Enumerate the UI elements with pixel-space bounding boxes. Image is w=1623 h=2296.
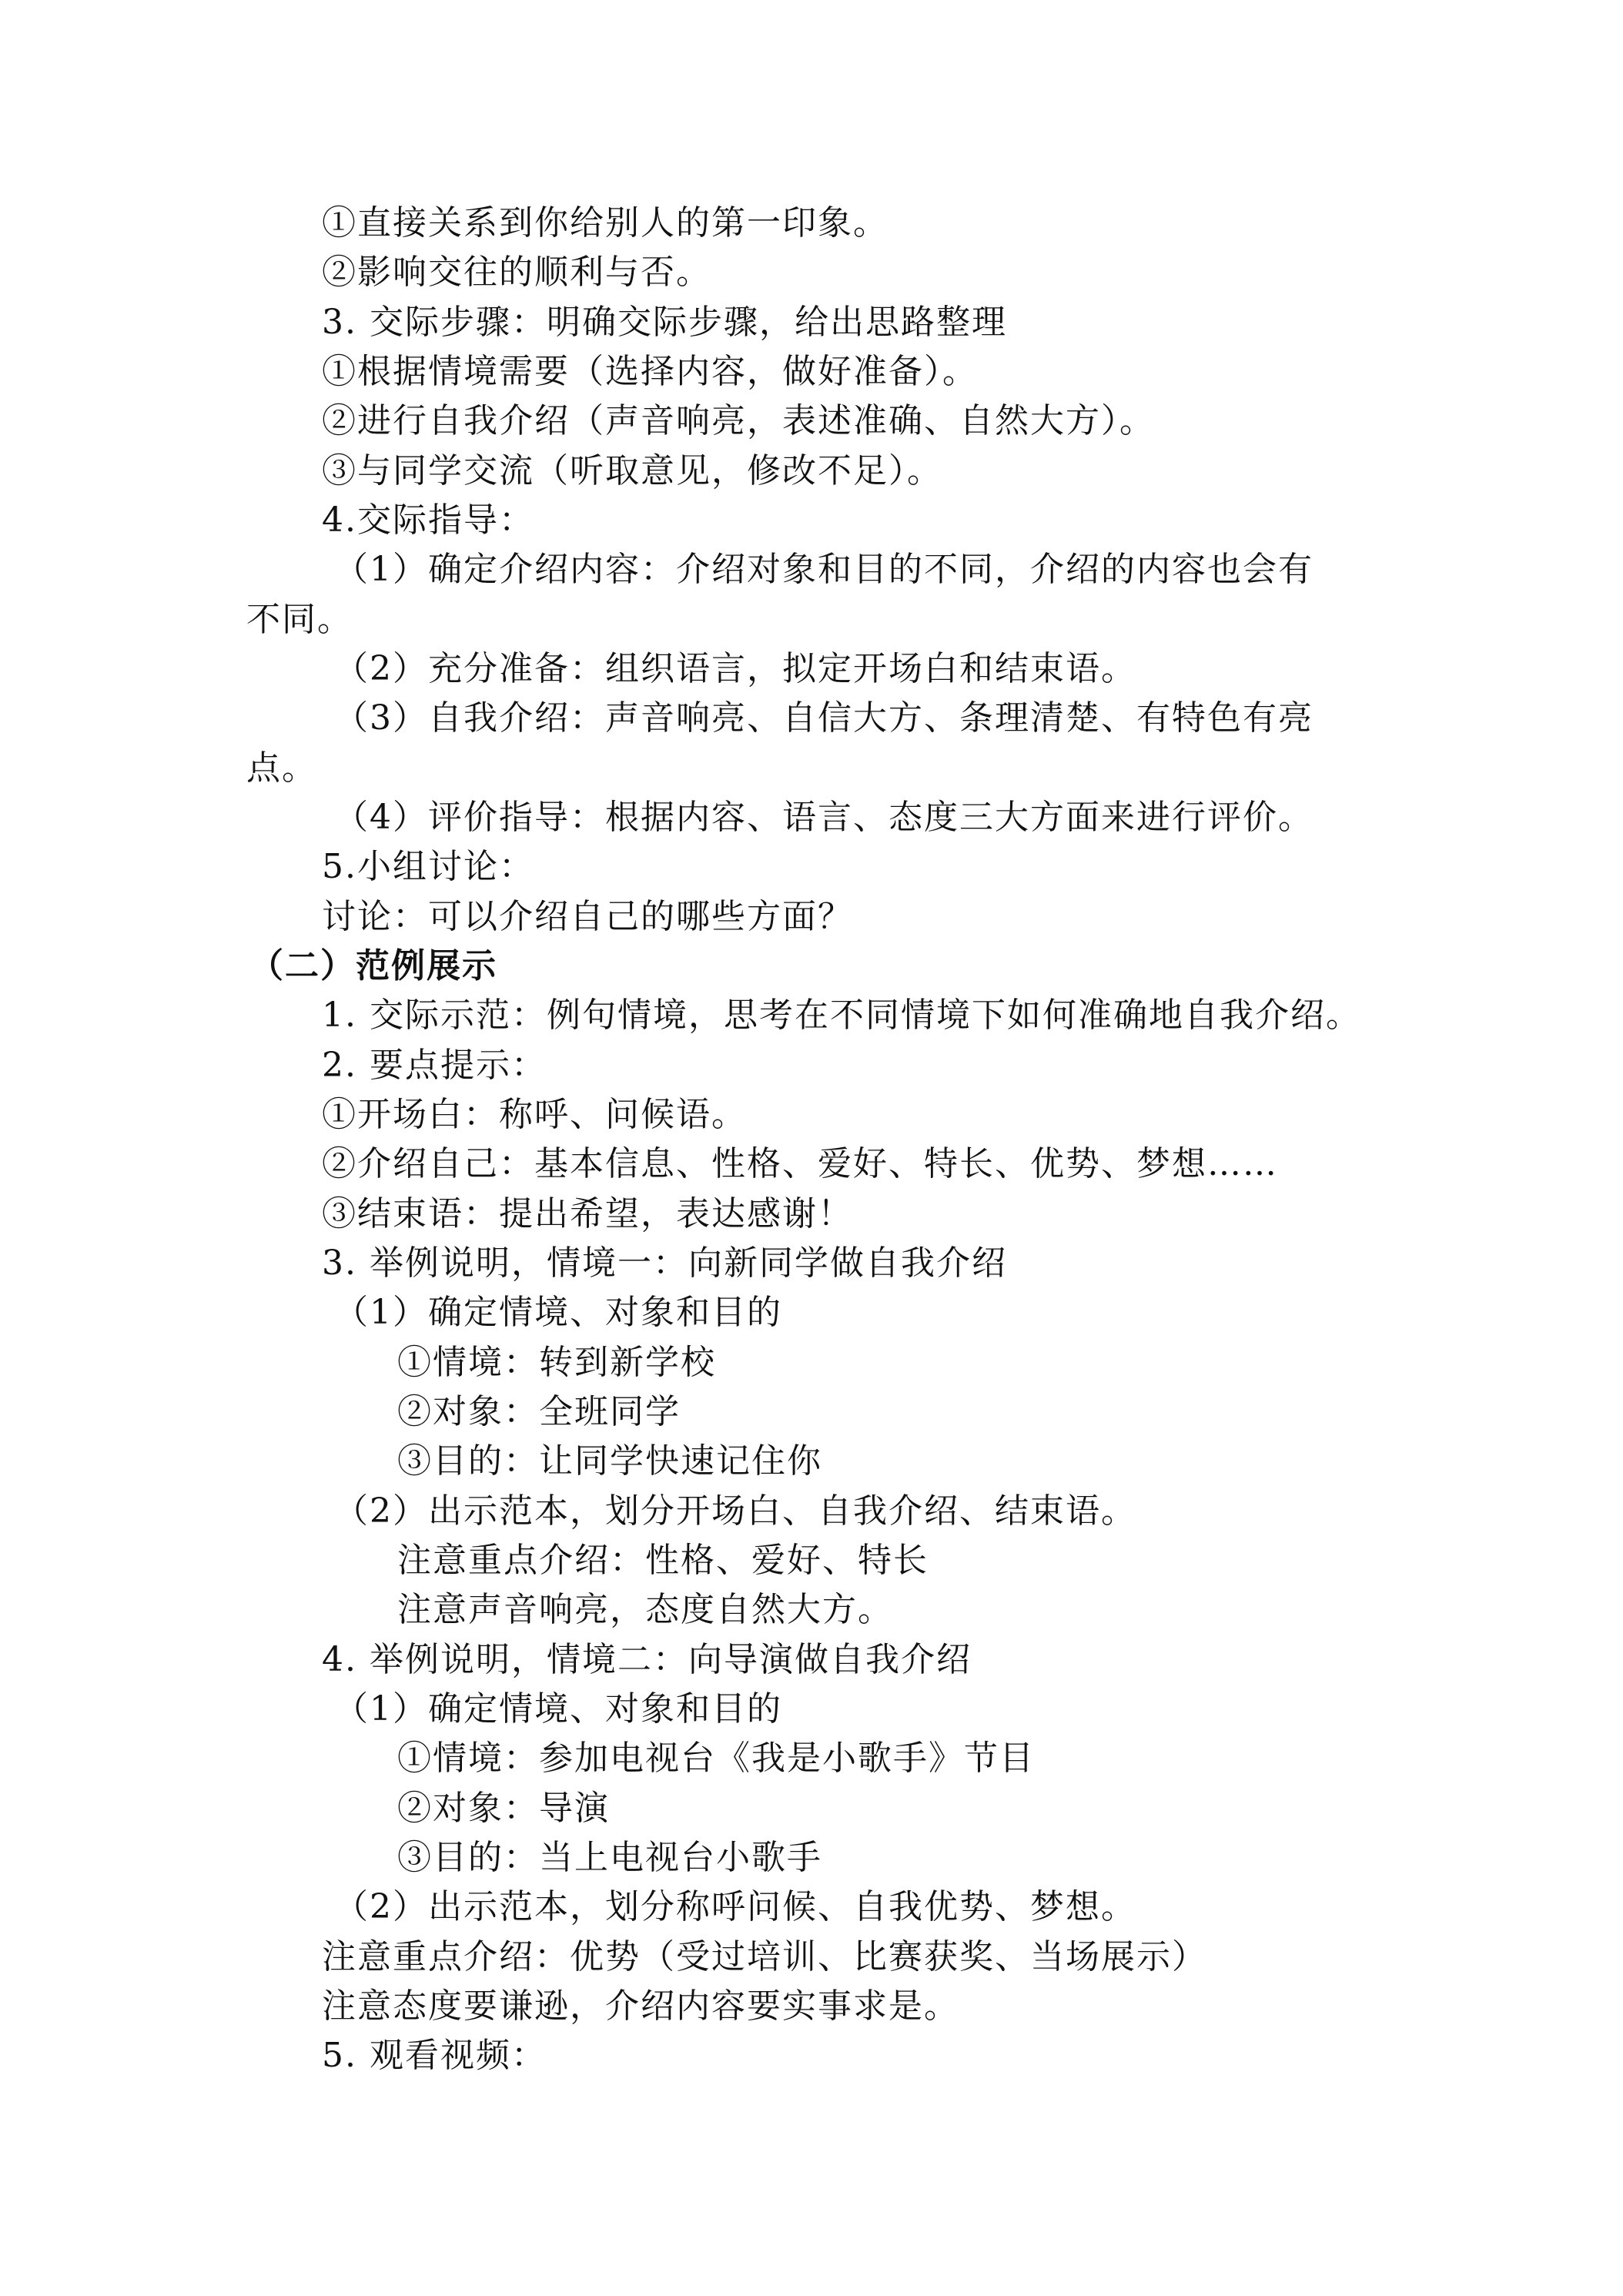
text-line: 4. 举例说明，情境二：向导演做自我介绍 (322, 1640, 972, 1679)
text-line: （1）确定情境、对象和目的 (334, 1293, 782, 1332)
text-line: ②进行自我介绍（声音响亮，表述准确、自然大方）。 (322, 401, 1155, 440)
text-line: 2. 要点提示： (322, 1046, 547, 1085)
text-line: （4）评价指导：根据内容、语言、态度三大方面来进行评价。 (334, 798, 1313, 837)
text-line: ②介绍自己：基本信息、性格、爱好、特长、优势、梦想…… (322, 1144, 1278, 1183)
text-line: ②对象：导演 (397, 1789, 610, 1828)
text-line: （1）确定介绍内容：介绍对象和目的不同，介绍的内容也会有 (334, 550, 1313, 589)
text-line: ①直接关系到你给别人的第一印象。 (322, 203, 888, 243)
text-line: ③目的：让同学快速记住你 (397, 1441, 822, 1481)
text-line: ③目的：当上电视台小歌手 (397, 1838, 822, 1877)
text-line: 讨论：可以介绍自己的哪些方面？ (322, 897, 853, 936)
text-line: 5.小组讨论： (322, 847, 534, 886)
text-line: （1）确定情境、对象和目的 (334, 1689, 782, 1729)
text-line: 注意声音响亮，态度自然大方。 (397, 1590, 893, 1629)
text-line: （2）充分准备：组织语言，拟定开场白和结束语。 (334, 649, 1136, 688)
text-line: 4.交际指导： (322, 500, 534, 540)
text-line: 3. 举例说明，情境一：向新同学做自我介绍 (322, 1243, 1007, 1283)
text-line: 注意重点介绍：性格、爱好、特长 (397, 1541, 929, 1580)
text-line: 点。 (246, 748, 317, 788)
text-line: ①情境：转到新学校 (397, 1343, 716, 1382)
text-line: ①根据情境需要（选择内容，做好准备）。 (322, 352, 978, 391)
text-line: （2）出示范本，划分开场白、自我介绍、结束语。 (334, 1491, 1136, 1531)
text-line: ②影响交往的顺利与否。 (322, 253, 711, 292)
section-heading: （二）范例展示 (249, 946, 497, 986)
text-line: ①开场白：称呼、问候语。 (322, 1095, 747, 1134)
text-line: （3）自我介绍：声音响亮、自信大方、条理清楚、有特色有亮 (334, 698, 1313, 738)
text-line: 5. 观看视频： (322, 2036, 547, 2075)
text-line: 1. 交际示范：例句情境，思考在不同情境下如何准确地自我介绍。 (322, 996, 1361, 1035)
text-line: 不同。 (246, 600, 353, 639)
text-line: （2）出示范本，划分称呼问候、自我优势、梦想。 (334, 1887, 1136, 1926)
text-line: ③与同学交流（听取意见，修改不足）。 (322, 451, 942, 490)
text-line: ②对象：全班同学 (397, 1392, 681, 1431)
text-line: ①情境：参加电视台《我是小歌手》节目 (397, 1739, 1035, 1778)
text-line: ③结束语：提出希望，表达感谢！ (322, 1194, 853, 1233)
text-line: 注意重点介绍：优势（受过培训、比赛获奖、当场展示） (322, 1937, 1207, 1976)
text-line: 注意态度要谦逊，介绍内容要实事求是。 (322, 1986, 959, 2026)
text-line: 3. 交际步骤：明确交际步骤，给出思路整理 (322, 303, 1007, 342)
